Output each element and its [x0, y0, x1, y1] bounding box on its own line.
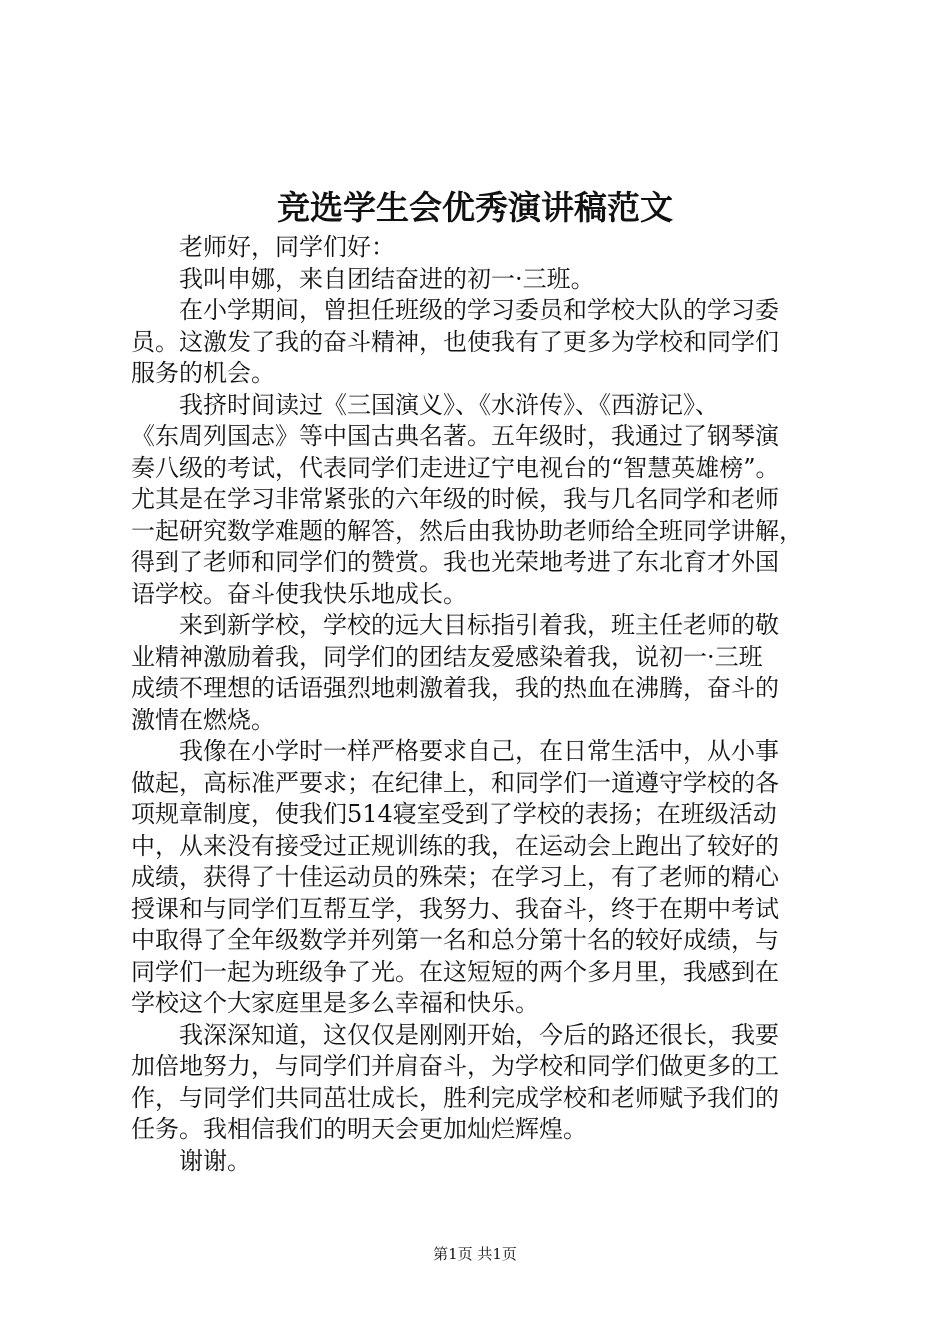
paragraph-line: 业精神激励着我，同学们的团结友爱感染着我，说初一·三班: [131, 642, 763, 671]
paragraph-line: 尤其是在学习非常紧张的六年级的时候，我与几名同学和老师: [131, 485, 779, 513]
paragraph-line: 授课和与同学们互帮互学，我努力、我奋斗，终于在期中考试: [131, 894, 779, 923]
paragraph-line: 中，从来没有接受过正规训练的我，在运动会上跑出了较好的: [131, 831, 779, 860]
paragraph-line: 我像在小学时一样严格要求自己，在日常生活中，从小事: [179, 737, 779, 765]
paragraph-line: 老师好，同学们好：: [179, 233, 395, 261]
paragraph-line: 在小学期间，曾担任班级的学习委员和学校大队的学习委: [179, 296, 779, 324]
paragraph-line: 我深深知道，这仅仅是刚刚开始，今后的路还很长，我要: [179, 1020, 779, 1049]
paragraph-line: 奏八级的考试，代表同学们走进辽宁电视台的“智慧英雄榜”。: [131, 453, 780, 482]
paragraph-line: 中取得了全年级数学并列第一名和总分第十名的较好成绩，与: [131, 926, 779, 954]
paragraph-line: 谢谢。: [179, 1146, 251, 1175]
paragraph-line: 服务的机会。: [131, 359, 275, 387]
paragraph-line: 员。这激发了我的奋斗精神，也使我有了更多为学校和同学们: [131, 327, 779, 356]
page-footer: 第1页 共1页: [433, 1245, 517, 1263]
paragraph-line: 得到了老师和同学们的赞赏。我也光荣地考进了东北育才外国: [131, 548, 779, 576]
paragraph-line: 一起研究数学难题的解答，然后由我协助老师给全班同学讲解，: [131, 516, 803, 545]
paragraph-line: 任务。我相信我们的明天会更加灿烂辉煌。: [131, 1115, 587, 1143]
paragraph-line: 同学们一起为班级争了光。在这短短的两个多月里，我感到在: [131, 957, 779, 986]
paragraph-line: 我挤时间读过《三国演义》、《水浒传》、《西游记》、: [179, 390, 719, 419]
paragraph-line: 语学校。奋斗使我快乐地成长。: [131, 579, 467, 608]
document-title: 竞选学生会优秀演讲稿范文: [277, 188, 673, 227]
document-body: [131, 232, 831, 1177]
paragraph-line: 《东周列国志》等中国古典名著。五年级时，我通过了钢琴演: [131, 422, 779, 450]
paragraph-line: 成绩不理想的话语强烈地刺激着我，我的热血在沸腾，奋斗的: [131, 674, 779, 702]
paragraph-line: 来到新学校，学校的远大目标指引着我，班主任老师的敬: [179, 611, 779, 639]
paragraph-line: 我叫申娜，来自团结奋进的初一·三班。: [179, 264, 595, 293]
paragraph-line: 项规章制度，使我们514寝室受到了学校的表扬；在班级活动: [131, 800, 777, 828]
paragraph-line: 学校这个大家庭里是多么幸福和快乐。: [131, 989, 539, 1017]
paragraph-line: 激情在燃烧。: [131, 705, 275, 734]
paragraph-line: 成绩，获得了十佳运动员的殊荣；在学习上，有了老师的精心: [131, 863, 779, 891]
paragraph-line: 做起，高标准严要求；在纪律上，和同学们一道遵守学校的各: [131, 768, 779, 797]
paragraph-line: 作，与同学们共同茁壮成长，胜利完成学校和老师赋予我们的: [131, 1083, 779, 1112]
paragraph-line: 加倍地努力，与同学们并肩奋斗，为学校和同学们做更多的工: [131, 1052, 779, 1080]
